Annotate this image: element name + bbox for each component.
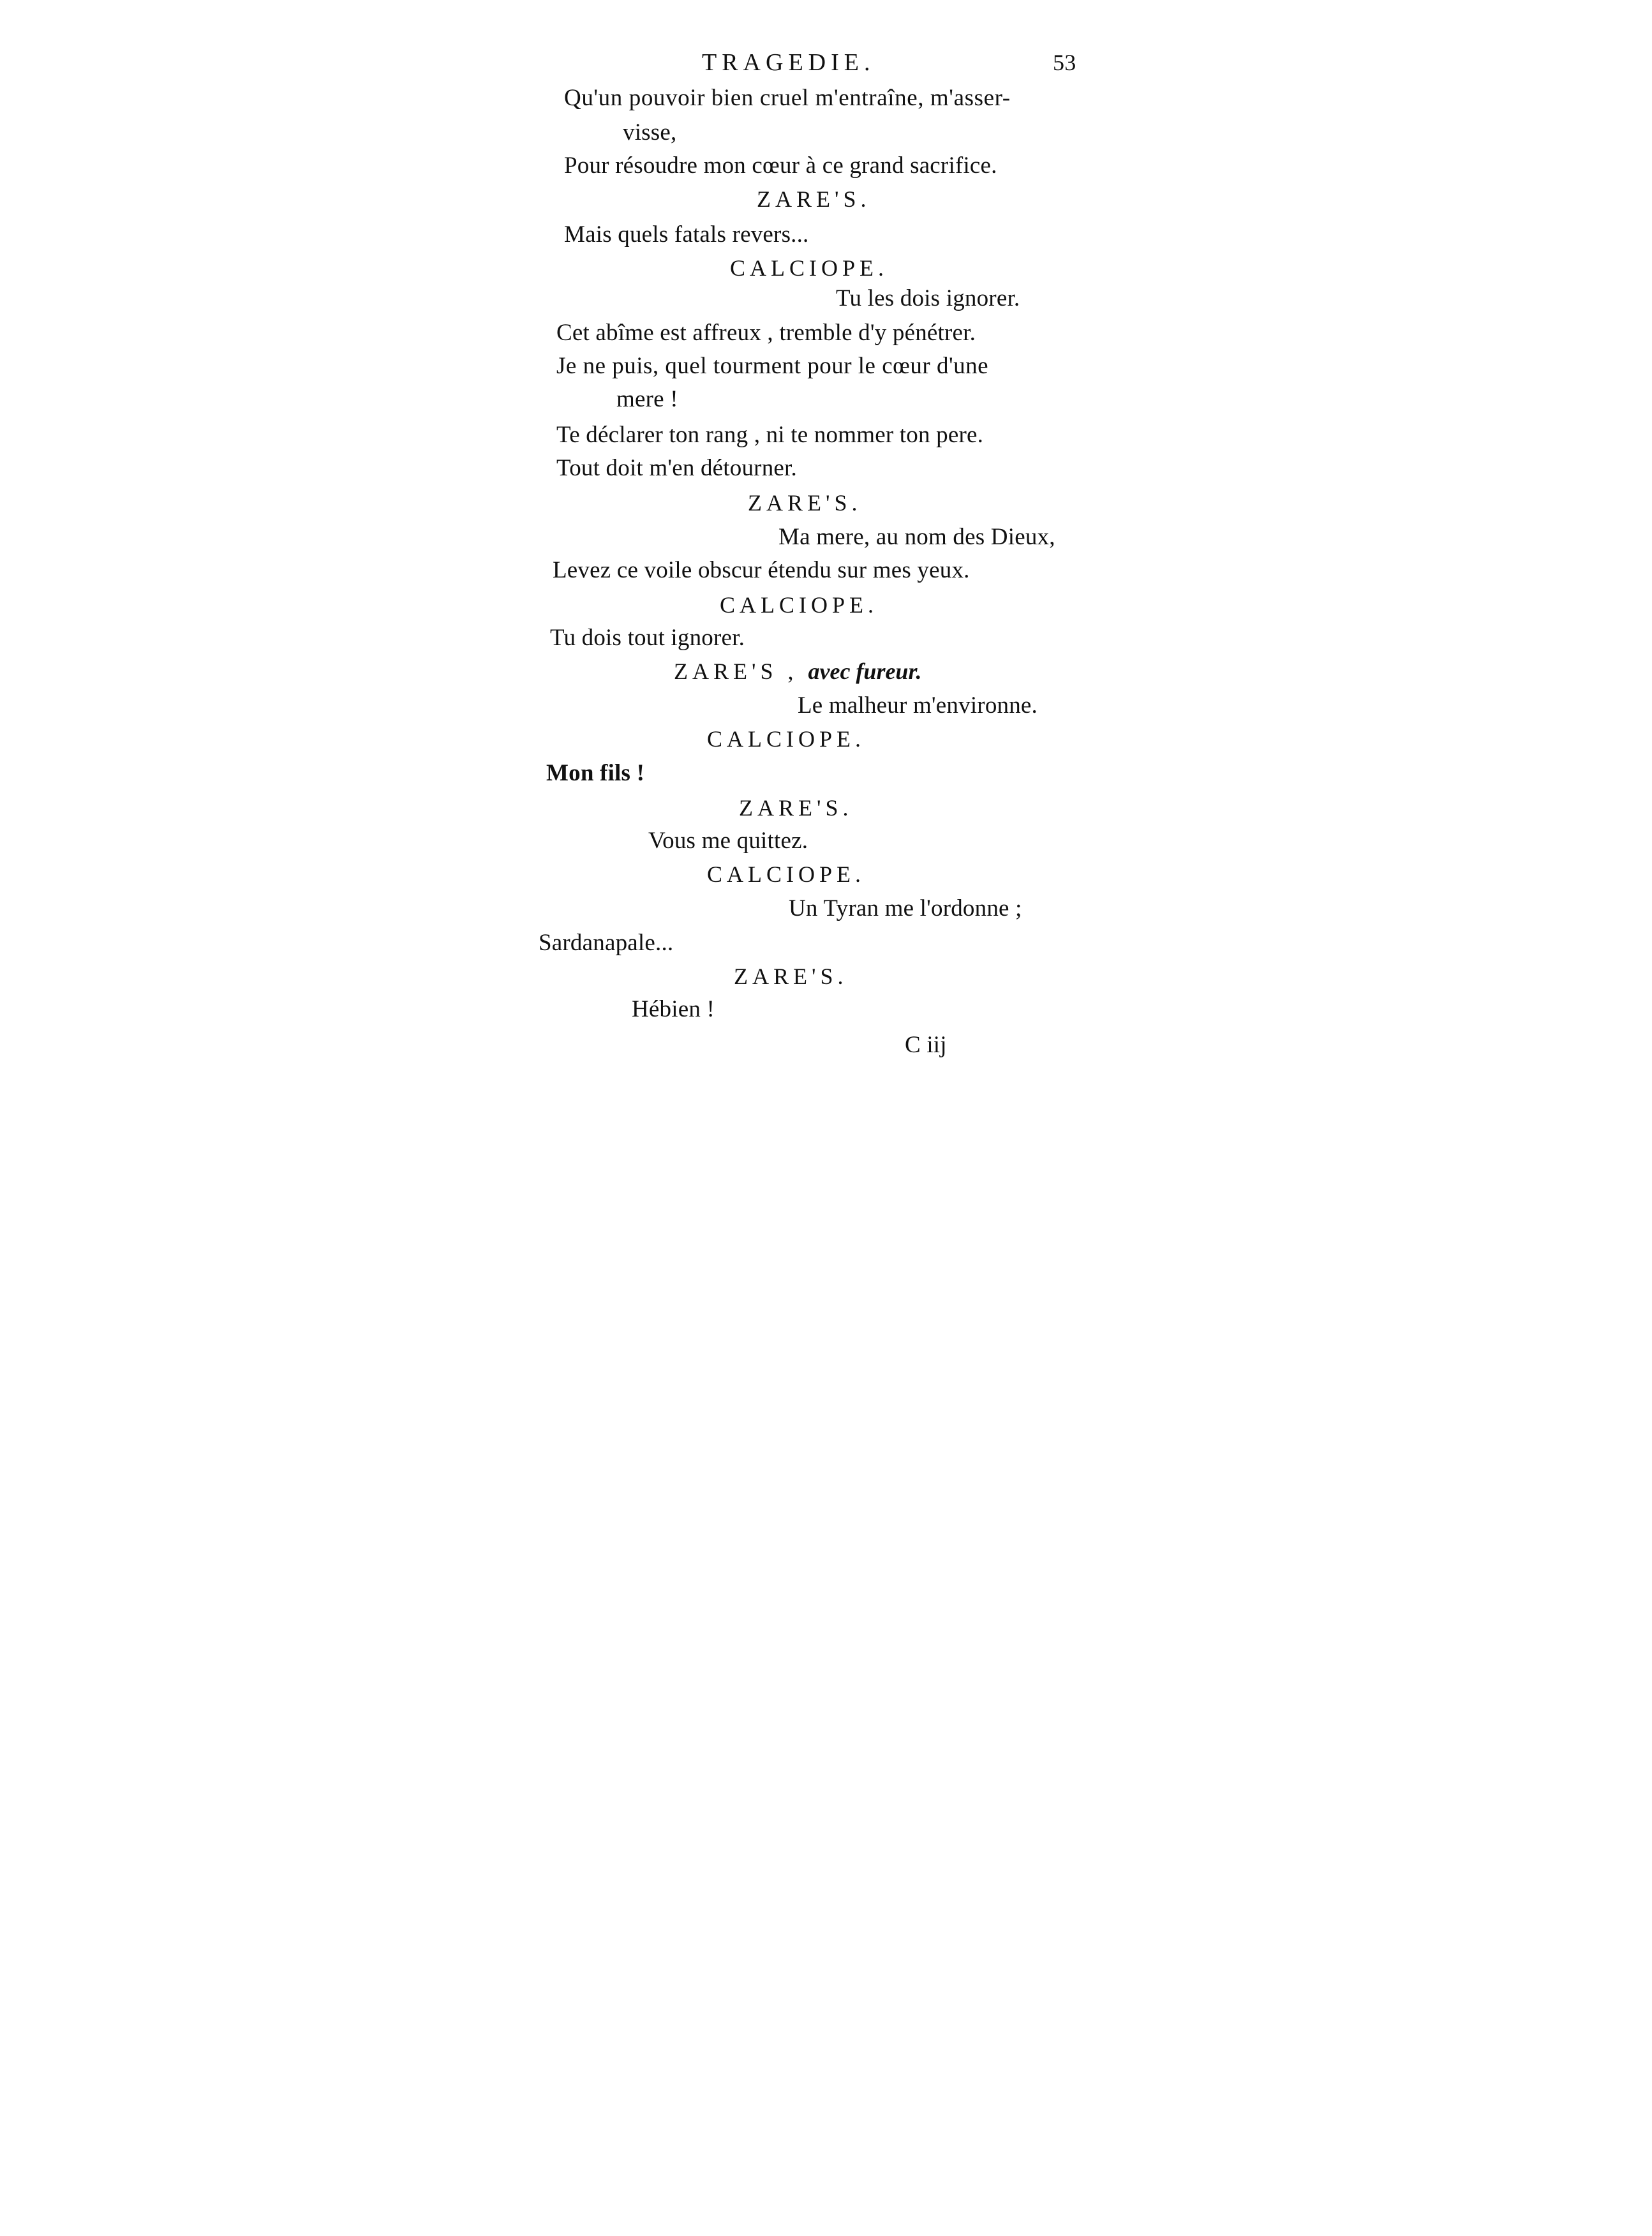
verse-line: Ma mere, au nom des Dieux, (778, 524, 1055, 550)
speaker-name: ZARE'S. (748, 490, 862, 516)
page-number: 53 (1053, 50, 1076, 75)
catchword-signature: C iij (905, 1032, 947, 1058)
speaker-name: ZARE'S. (734, 964, 848, 989)
stage-direction: avec fureur. (808, 659, 922, 684)
verse-line: mere ! (616, 386, 678, 412)
verse-line: Mais quels fatals revers... (564, 221, 809, 248)
verse-line: Tout doit m'en détourner. (556, 455, 797, 481)
speaker-name: ZARE'S. (757, 186, 871, 212)
speaker-name: ZARE'S. (739, 795, 853, 821)
speaker-label: ZARE'S , (674, 659, 798, 684)
verse-line: visse, (623, 119, 677, 145)
running-title: TRAGEDIE. (702, 49, 875, 76)
verse-line: Sardanapale... (539, 930, 674, 956)
speaker-name: CALCIOPE. (707, 726, 866, 752)
verse-line: Mon fils ! (546, 760, 645, 786)
verse-line: Vous me quittez. (648, 828, 808, 854)
verse-line: Un Tyran me l'ordonne ; (789, 895, 1022, 921)
verse-line: Tu les dois ignorer. (836, 285, 1020, 311)
verse-line: Levez ce voile obscur étendu sur mes yeux. (553, 557, 970, 583)
verse-line: Qu'un pouvoir bien cruel m'entraîne, m'asser- (564, 85, 1011, 111)
verse-line: Hébien ! (632, 996, 715, 1022)
speaker-name: CALCIOPE. (707, 861, 866, 887)
verse-line: Le malheur m'environne. (798, 692, 1038, 719)
speaker-name (674, 657, 921, 685)
verse-line: Je ne puis, quel tourment pour le cœur d'une (556, 353, 989, 379)
verse-line: Pour résoudre mon cœur à ce grand sacrifice. (564, 153, 997, 179)
verse-line: Te déclarer ton rang , ni te nommer ton pere. (556, 422, 984, 448)
verse-line: Tu dois tout ignorer. (550, 625, 745, 651)
speaker-name: CALCIOPE. (730, 255, 889, 281)
speaker-name: CALCIOPE. (720, 592, 879, 618)
verse-line: Cet abîme est affreux , tremble d'y pénétrer. (556, 320, 976, 346)
